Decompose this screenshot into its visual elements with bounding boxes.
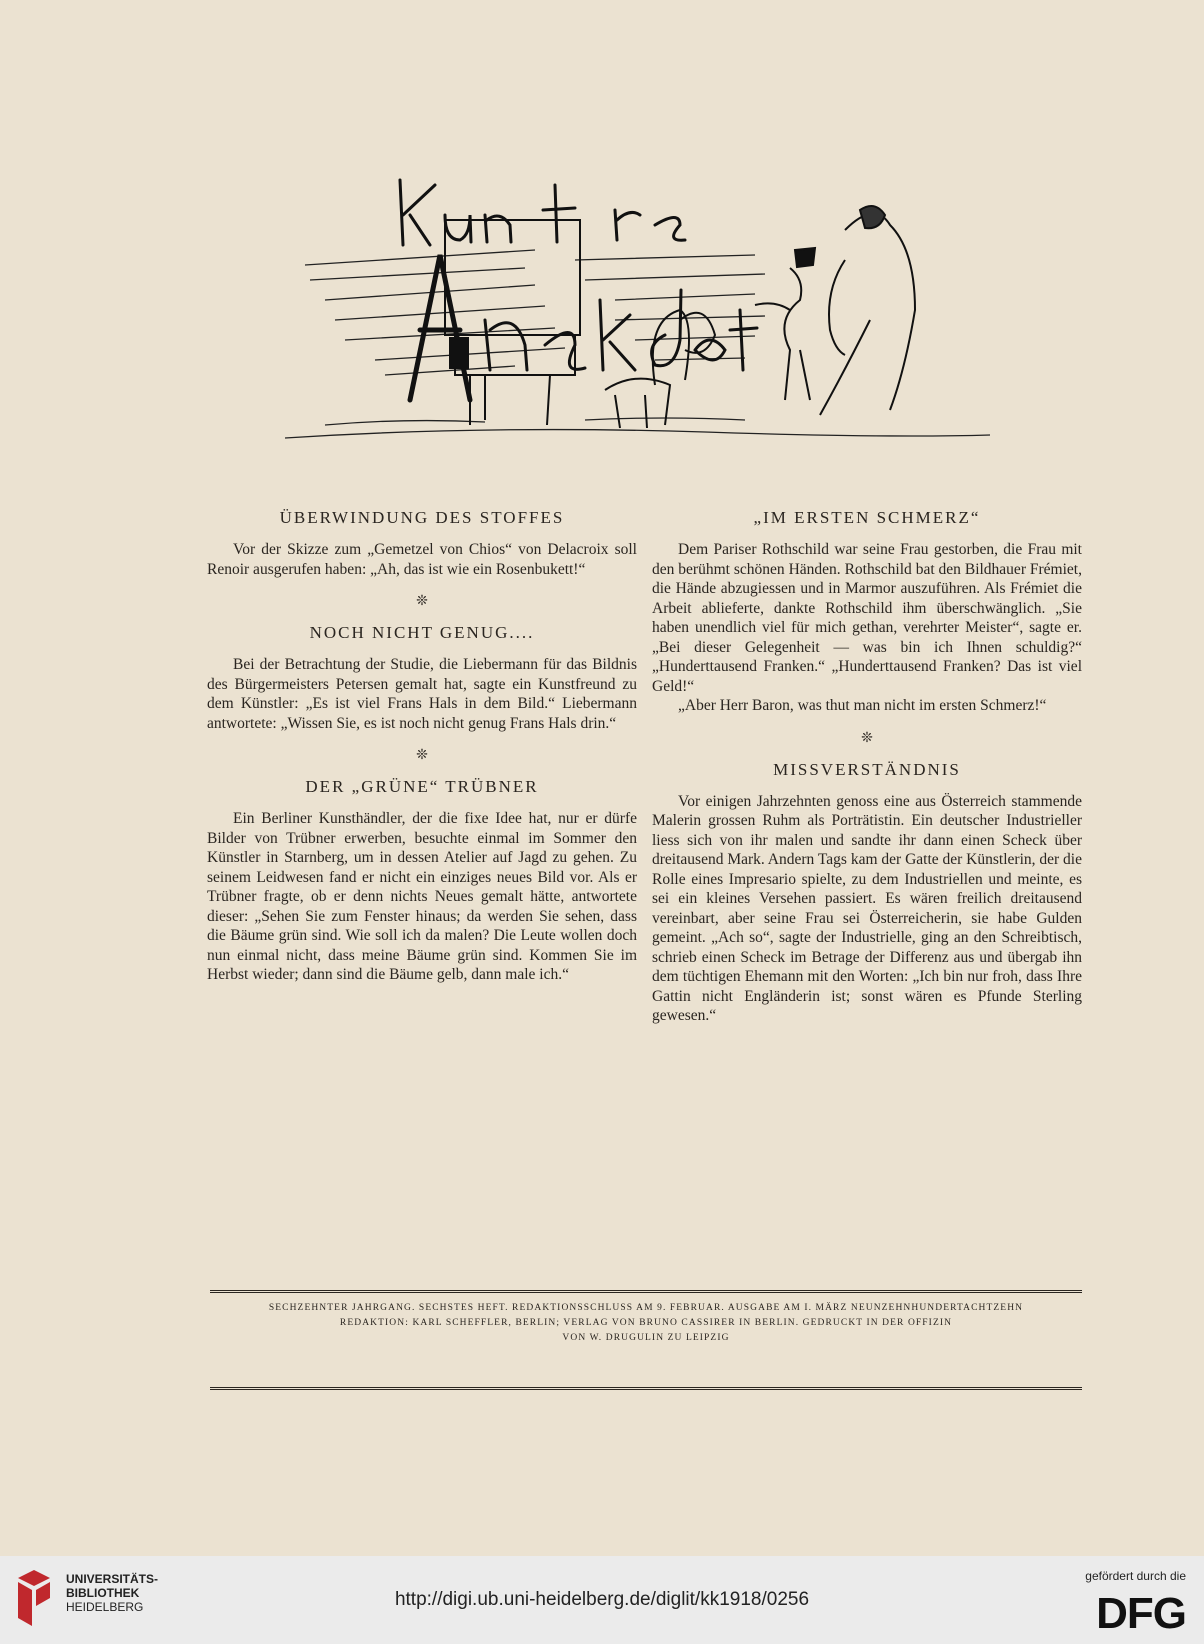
article-heading: MISSVERSTÄNDNIS: [773, 759, 961, 779]
funding-note: gefördert durch die: [1085, 1569, 1186, 1583]
viewer-footer: [0, 1556, 1204, 1644]
article-gruene-truebner: [207, 777, 637, 985]
permalink-url[interactable]: http://digi.ub.uni-heidelberg.de/diglit/kk1918/0256: [394, 1589, 810, 1610]
imprint-line-2: REDAKTION: KARL SCHEFFLER, BERLIN; VERLAG VON BRUNO CASSIRER IN BERLIN. GEDRUCKT IN DER OFFIZIN: [339, 1318, 953, 1328]
separator-ornament: ❊: [861, 729, 873, 746]
article-ueberwindung: [207, 508, 637, 579]
imprint-line-3: VON W. DRUGULIN ZU LEIPZIG: [562, 1333, 730, 1343]
chair-drawing: [605, 310, 715, 428]
imprint-box: [210, 1290, 1082, 1390]
separator-ornament: ❊: [416, 747, 428, 763]
article-heading: DER „GRÜNE“ TRÜBNER: [305, 777, 539, 796]
article-paragraph: „Aber Herr Baron, was thut man nicht im ersten Schmerz!“: [678, 697, 1047, 714]
dfg-logo[interactable]: DFG: [1096, 1589, 1186, 1638]
article-paragraph: Vor der Skizze zum „Gemetzel von Chios“ von Delacroix soll Renoir ausgerufen haben: „Ah, das ist wie ein Rosenbukett!“: [207, 541, 637, 578]
left-column: [207, 508, 637, 985]
easel-drawing: [445, 220, 580, 425]
article-paragraph: Bei der Betrachtung der Studie, die Liebermann für das Bildnis des Bürgermeisters Petersen gemalt hat, sagte ein Kunstfreund zu dem Künstler: „Es ist viel Frans Hals in dem Bild.“ Liebermann antwortete: „Wissen Sie, es ist noch nicht genug Frans Hals drin.“: [207, 656, 637, 732]
imprint-line-1: SECHZEHNTER JAHRGANG. SECHSTES HEFT. REDAKTIONSSCHLUSS AM 9. FEBRUAR. AUSGABE AM I. MÄRZ NEUNZEHNHUNDERTACHTZEHN: [268, 1303, 1024, 1313]
masthead-illustration: [285, 170, 1025, 470]
article-heading: NOCH NICHT GENUG....: [309, 623, 535, 642]
figures-drawing: [755, 206, 915, 415]
article-im-ersten-schmerz: [652, 508, 1082, 716]
article-paragraph: Vor einigen Jahrzehnten genoss eine aus Österreich stammende Malerin grossen Ruhm als Porträtistin. Ein deutscher Industrieller liess sich von ihr malen und sandte ihr dann einen Scheck über dreitausend Mark. Andern Tags kam der Gatte der Künstlerin, der die Rolle eines Impresario spielte, zu dem Industriellen und meinte, es sei ein kleines Versehen passiert. Es wären freilich dreitausend vereinbart, aber seine Frau sei Österreicherin, sie habe Gulden gemeint. „Ach so“, sagte der Industrielle, ging an den Schreibtisch, schrieb einen Scheck im Betrage der Differenz aus und übergab ihn dem tüchtigen Ehemann mit den Worten: „Ich bin nur froh, dass Ihre Gattin nicht Engländerin ist; sonst wären es Pfunde Sterling gewesen.“: [652, 792, 1082, 1024]
hatching: [285, 250, 990, 438]
logo-line-1: UNIVERSITÄTS-: [66, 1572, 159, 1586]
article-paragraph: Dem Pariser Rothschild war seine Frau gestorben, die Frau mit den berühmt schönen Händen. Rothschild bat den Bildhauer Frémiet, die Hände abzugiessen und in Marmor auszuführen. Als Frémiet die Arbeit ablieferte, dankte Rothschild ihm überschwänglich. „Sie haben unendlich viel für mich gethan, verehrter Meister“, sagte er. „Bei dieser Gelegenheit — was bin ich Ihnen schuldig?“ „Hunderttausend Franken.“ „Hunderttausend Franken? Das ist viel Geld!“: [652, 541, 1082, 695]
article-noch-nicht-genug: [207, 623, 637, 733]
logo-line-2: BIBLIOTHEK: [66, 1586, 140, 1600]
right-column: [652, 508, 1082, 1026]
article-missverstaendnis: [652, 760, 1082, 1026]
article-heading: „IM ERSTEN SCHMERZ“: [753, 508, 981, 527]
logo-line-3: HEIDELBERG: [66, 1600, 144, 1614]
separator-ornament: ❊: [416, 593, 428, 609]
article-heading: ÜBERWINDUNG DES STOFFES: [279, 508, 565, 527]
article-paragraph: Ein Berliner Kunsthändler, der die fixe Idee hat, nur er dürfe Bilder von Trübner erwerben, besuchte einmal im Sommer den Künstler in Starnberg, um in dessen Atelier auf Jagd zu gehen. Zu seinem Leidwesen fand er nicht ein einziges neues Bild vor. Als er Trübner fragte, ob er denn nichts Neues gemalt hätte, antwortete dieser: „Sehen Sie zum Fenster hinaus; da werden Sie sehen, dass die Bäume grün sind. Wie soll ich da malen? Die Leute wollen doch nun einmal nicht, dass meine Bäume grün sind. Kommen Sie im Herbst wieder; dann sind die Bäume gelb, dann male ich.“: [207, 810, 637, 983]
